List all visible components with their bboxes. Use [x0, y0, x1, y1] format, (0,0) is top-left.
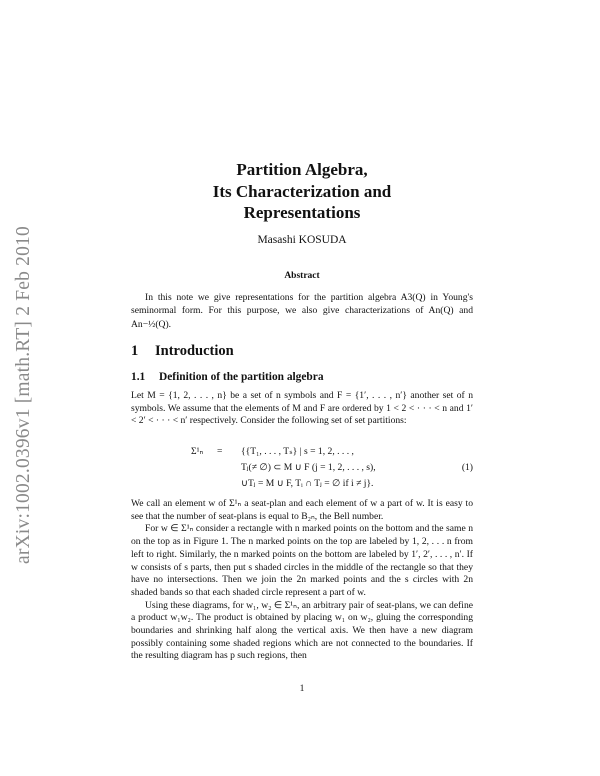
abstract-body	[131, 291, 473, 331]
equation-line-3: ∪Tⱼ = M ∪ F, Tᵢ ∩ Tⱼ = ∅ if i ≠ j}.	[241, 478, 374, 489]
subsection-number: 1.1	[131, 371, 146, 383]
abstract-heading: Abstract	[284, 271, 320, 281]
paragraph-definitions: Let M = {1, 2, . . . , n} be a set of n symbols and F = {1′, . . . , n′} another set of n symbols. We assume that the elements of M and F are ordered by 1 < 2 < · · · < n and 1′ < 2′ < · · · < n′ respectively. Consider the following set of set partitions:	[131, 390, 473, 427]
equation-lhs: Σ¹ₙ	[191, 446, 204, 457]
title-line-2: Its Characterization and	[212, 181, 392, 201]
section-number: 1	[131, 343, 139, 359]
equation-line-1: {{T₁, . . . , Tₛ} | s = 1, 2, . . . ,	[241, 446, 354, 457]
title-line-1: Partition Algebra,	[236, 160, 368, 179]
arxiv-identifier-text: arXiv:1002.0396v1 [math.RT] 2 Feb 2010	[13, 226, 34, 564]
equation-set-partitions	[131, 446, 473, 494]
arxiv-identifier-stamp	[2, 180, 46, 610]
section-heading	[131, 343, 234, 360]
page-number: 1	[299, 683, 305, 694]
subsection-title: Definition of the partition algebra	[159, 371, 324, 383]
paragraph-rectangle-diagram: For w ∈ Σ¹ₙ consider a rectangle with n marked points on the bottom and the same n on the top as in Figure 1. The n marked points on the top are labeled by 1, 2, . . . n from left to right. Similarly, the n marked points on the bottom are labeled by 1′, 2′, . . . , n′. If w consists of s parts, then put s shaded circles in the middle of the rectangle so that they have no intersections. Then we join the 2n marked points and the s circles with 2n shaded bands so that each shaded circle represent a part of w.	[131, 523, 473, 598]
abstract-paragraph: In this note we give representations for the partition algebra A3(Q) in Young's seminormal form. For this purpose, we also give characterizations of An(Q) and An−½(Q).	[131, 292, 473, 330]
title-line-3: Representations	[243, 203, 361, 222]
paragraph-product-definition: Using these diagrams, for w₁, w₂ ∈ Σ¹ₙ, an arbitrary pair of seat-plans, we can define a product w₁w₂. The product is obtained by placing w₁ on w₂, gluing the corresponding boundaries and shrinking half along the vertical axis. We then have a new diagram possibly containing some shaded regions which are not connected to the boundaries. If the resulting diagram has p such regions, then	[131, 599, 473, 662]
section-title: Introduction	[155, 343, 234, 359]
equation-number: (1)	[461, 462, 473, 473]
equation-relation: =	[217, 446, 223, 457]
main-text-body	[131, 498, 473, 663]
author-name: Masashi KOSUDA	[257, 234, 347, 246]
paragraph-seat-plan: We call an element w of Σ¹ₙ a seat-plan and each element of w a part of w. It is easy to see that the number of seat-plans is equal to B₂ₙ, the Bell number.	[131, 498, 473, 522]
paper-title	[131, 159, 473, 224]
equation-line-2: Tⱼ(≠ ∅) ⊂ M ∪ F (j = 1, 2, . . . , s),	[241, 462, 376, 473]
subsection-heading	[131, 371, 324, 383]
